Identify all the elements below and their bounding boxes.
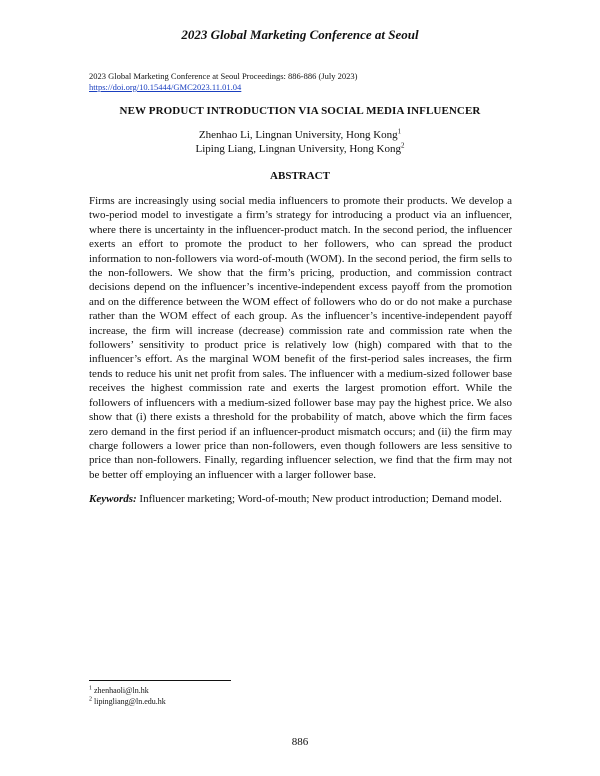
page-number: 886 <box>291 736 309 748</box>
footnote-marker: 1 <box>397 127 402 136</box>
running-header: 2023 Global Marketing Conference at Seoul <box>181 27 419 42</box>
footnote-divider <box>89 680 231 681</box>
footnote-marker: 2 <box>89 696 92 703</box>
keywords-text: Influencer marketing; Word-of-mouth; New product introduction; Demand model. <box>139 493 502 505</box>
footnote <box>89 696 166 707</box>
footnote <box>89 685 166 696</box>
author-line <box>0 128 600 142</box>
abstract-text: Firms are increasingly using social media influencers to promote their products. We develop a two-period model to investigate a firm’s strategy for introducing a product via an influencer, where there is uncertainty in the influencer-product match. In the second period, the influencer exerts an effort to promote the product to her followers, who can spread the product information to non-followers via word-of-mouth (WOM). In the second period, the firm sells to the non-followers. We show that the firm’s pricing, production, and commission contract decisions depend on the influencer’s incentive-independent excess payoff from the promotion and on the difference between the WOM effect of followers who do or do not make a purchase rather than the WOM effect of each group. As the influencer’s incentive-independent payoff increase, the firm will increase (decrease) commission rate and commission rate when the followers’ sensitivity to product price is relatively low (high) compared with that to the influencer’s effort. As the marginal WOM benefit of the first-period sales increases, the firm tends to reduce his unit net profit from sales. The influencer with a medium-sized follower base receives the highest commission rate and exerts the largest promotion effort. While the followers of influencers with a medium-sized follower base may pay the highest price. We also show that (i) there exists a threshold for the probability of match, above which the firm faces zero demand in the first period if an influencer-product mismatch occurs; and (ii) the firm may charge followers a lower price than non-followers, even though followers are less sensitive to price than non-followers. Finally, regarding influencer selection, we find that the firm may not be better off employing an influencer with a larger follower base. <box>89 195 512 481</box>
author-affiliation: Liping Liang, Lingnan University, Hong Kong <box>195 143 401 155</box>
author-line <box>0 142 600 156</box>
footnote-marker: 1 <box>89 685 92 692</box>
footnote-marker: 2 <box>401 141 405 150</box>
footnotes <box>89 685 166 707</box>
proceedings-citation: 2023 Global Marketing Conference at Seoul Proceedings: 886-886 (July 2023) <box>89 71 358 81</box>
paper-title: NEW PRODUCT INTRODUCTION VIA SOCIAL MEDIA INFLUENCER <box>119 105 481 117</box>
keywords <box>89 492 512 506</box>
author-list <box>0 128 600 156</box>
keywords-label: Keywords: <box>89 493 137 505</box>
abstract-heading: ABSTRACT <box>270 170 330 182</box>
footnote-email: zhenhaoli@ln.hk <box>94 686 149 695</box>
author-affiliation: Zhenhao Li, Lingnan University, Hong Kong <box>198 129 398 141</box>
footnote-email: lipingliang@ln.edu.hk <box>94 697 166 706</box>
doi-link[interactable]: https://doi.org/10.15444/GMC2023.11.01.04 <box>89 82 242 92</box>
